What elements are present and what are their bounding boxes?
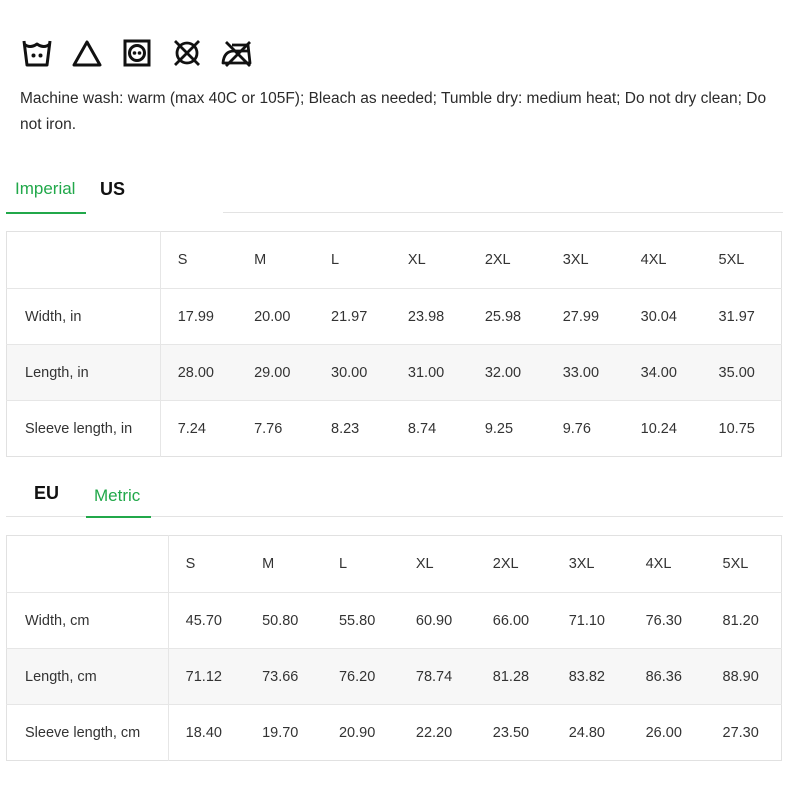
machine-wash-warm-icon xyxy=(20,36,54,70)
table-row xyxy=(7,705,782,761)
table-cell: 7.76 xyxy=(237,401,314,457)
table-cell: 23.98 xyxy=(391,289,468,345)
size-header: M xyxy=(262,556,275,572)
do-not-dry-clean-icon xyxy=(170,36,204,70)
table-cell: 20.90 xyxy=(322,705,399,761)
table-cell: 17.99 xyxy=(160,289,237,345)
size-header: S xyxy=(177,252,188,268)
table-cell: 27.30 xyxy=(706,705,782,761)
table-cell: 24.80 xyxy=(552,705,629,761)
row-label: Sleeve length, cm xyxy=(7,705,169,761)
size-header: L xyxy=(331,252,340,268)
table-cell: 76.30 xyxy=(629,593,706,649)
table-cell: 50.80 xyxy=(245,593,322,649)
do-not-iron-icon xyxy=(220,36,254,70)
size-header: XL xyxy=(407,252,426,268)
tumble-dry-medium-icon xyxy=(120,36,154,70)
table-cell: 45.70 xyxy=(168,593,245,649)
table-cell: 71.10 xyxy=(552,593,629,649)
table-cell: 33.00 xyxy=(546,345,624,401)
table-cell: 55.80 xyxy=(322,593,399,649)
table-cell: 23.50 xyxy=(476,705,552,761)
table-cell: 32.00 xyxy=(468,345,546,401)
table-cell: 9.76 xyxy=(546,401,624,457)
tabs-divider xyxy=(223,212,783,213)
row-label: Length, in xyxy=(7,345,161,401)
size-header: 3XL xyxy=(568,556,595,572)
table-cell: 81.20 xyxy=(706,593,782,649)
table-row xyxy=(7,401,782,457)
table-cell: 8.23 xyxy=(314,401,391,457)
table-cell: 29.00 xyxy=(237,345,314,401)
size-header: S xyxy=(185,556,196,572)
table-cell: 76.20 xyxy=(322,649,399,705)
size-header: XL xyxy=(415,556,434,572)
tab-us[interactable]: US xyxy=(100,179,126,199)
care-icons xyxy=(20,36,270,70)
metric-tabs xyxy=(6,479,783,517)
row-label: Width, cm xyxy=(7,593,169,649)
table-cell: 7.24 xyxy=(160,401,237,457)
table-row xyxy=(7,289,782,345)
table-cell: 30.04 xyxy=(624,289,702,345)
table-row xyxy=(7,649,782,705)
size-header: 4XL xyxy=(640,252,667,268)
table-row xyxy=(7,345,782,401)
row-label: Width, in xyxy=(7,289,161,345)
table-cell: 88.90 xyxy=(706,649,782,705)
table-cell: 30.00 xyxy=(314,345,391,401)
table-cell: 66.00 xyxy=(476,593,552,649)
table-cell: 73.66 xyxy=(245,649,322,705)
bleach-as-needed-icon xyxy=(70,36,104,70)
table-cell: 20.00 xyxy=(237,289,314,345)
header-corner xyxy=(7,232,161,289)
table-header-row xyxy=(7,232,782,289)
tab-imperial[interactable]: Imperial xyxy=(6,175,86,213)
table-cell: 9.25 xyxy=(468,401,546,457)
size-header: 3XL xyxy=(562,252,589,268)
size-header: 2XL xyxy=(492,556,519,572)
table-cell: 81.28 xyxy=(476,649,552,705)
table-cell: 26.00 xyxy=(629,705,706,761)
table-cell: 21.97 xyxy=(314,289,391,345)
header-corner xyxy=(7,536,169,593)
table-cell: 25.98 xyxy=(468,289,546,345)
table-cell: 31.97 xyxy=(702,289,782,345)
table-cell: 86.36 xyxy=(629,649,706,705)
table-cell: 8.74 xyxy=(391,401,468,457)
row-label: Length, cm xyxy=(7,649,169,705)
table-cell: 35.00 xyxy=(702,345,782,401)
row-label: Sleeve length, in xyxy=(7,401,161,457)
table-cell: 83.82 xyxy=(552,649,629,705)
table-cell: 10.75 xyxy=(702,401,782,457)
table-cell: 78.74 xyxy=(399,649,476,705)
size-header: 5XL xyxy=(722,556,749,572)
table-cell: 18.40 xyxy=(168,705,245,761)
size-header: M xyxy=(254,252,267,268)
metric-size-table xyxy=(6,535,782,761)
tab-eu[interactable]: EU xyxy=(34,483,60,503)
imperial-size-table xyxy=(6,231,782,457)
table-cell: 27.99 xyxy=(546,289,624,345)
table-cell: 60.90 xyxy=(399,593,476,649)
table-cell: 28.00 xyxy=(160,345,237,401)
care-instructions: Machine wash: warm (max 40C or 105F); Bleach as needed; Tumble dry: medium heat; Do not dry clean; Do not iron. xyxy=(20,90,767,133)
table-cell: 34.00 xyxy=(624,345,702,401)
table-cell: 10.24 xyxy=(624,401,702,457)
table-row xyxy=(7,593,782,649)
size-header: 2XL xyxy=(484,252,511,268)
table-cell: 22.20 xyxy=(399,705,476,761)
table-header-row xyxy=(7,536,782,593)
table-cell: 19.70 xyxy=(245,705,322,761)
size-header: L xyxy=(338,556,348,572)
table-cell: 71.12 xyxy=(168,649,245,705)
size-header: 4XL xyxy=(645,556,672,572)
imperial-tabs xyxy=(6,175,783,213)
size-header: 5XL xyxy=(718,252,745,268)
tab-metric[interactable]: Metric xyxy=(86,479,151,517)
table-cell: 31.00 xyxy=(391,345,468,401)
